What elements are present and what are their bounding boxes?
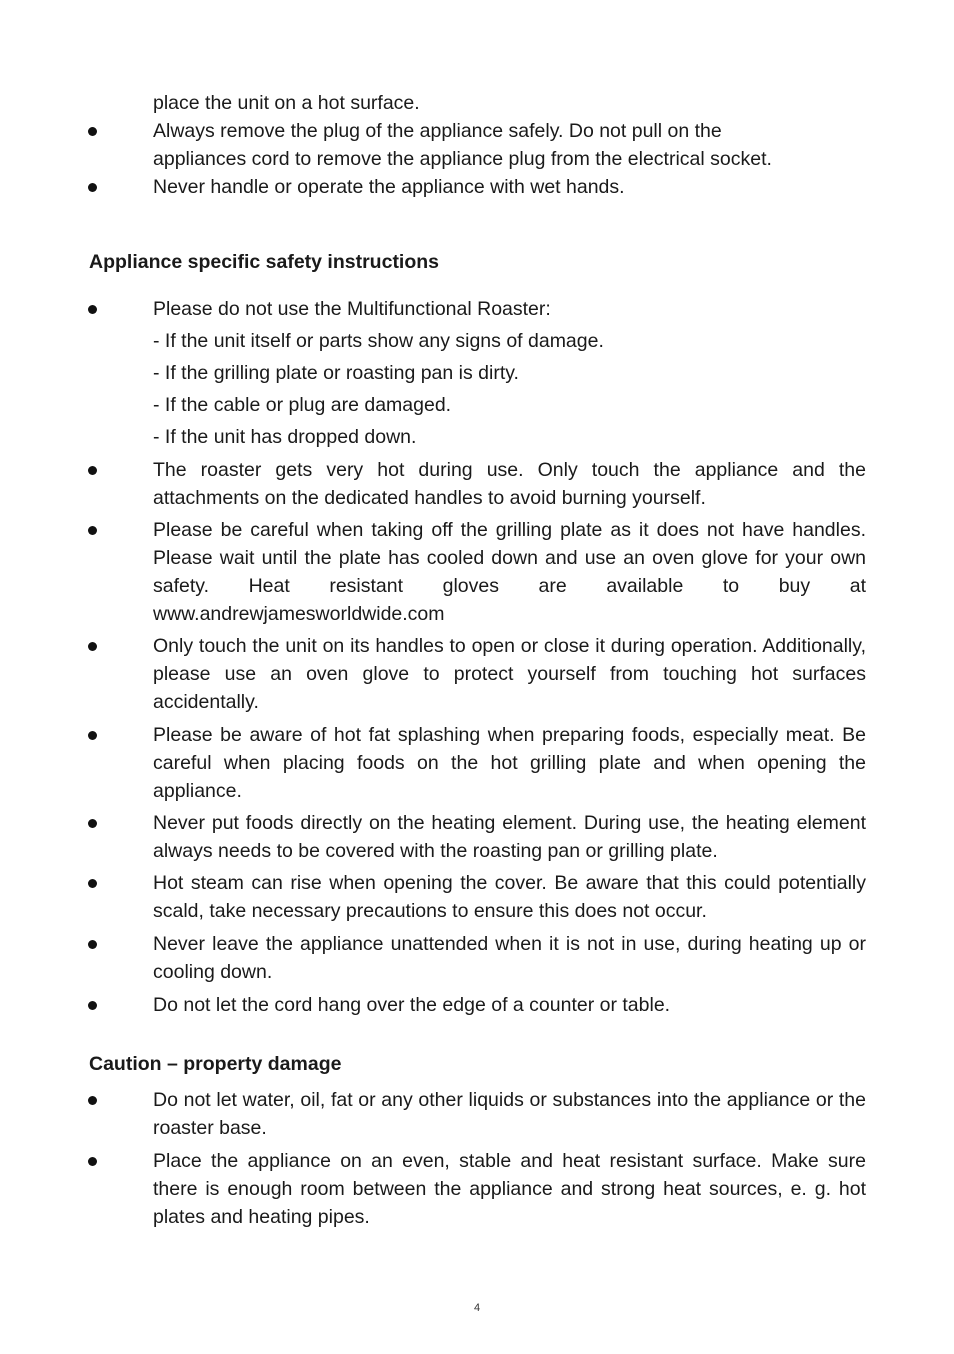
section-heading: Caution – property damage xyxy=(89,1053,342,1075)
sub-item: - If the unit itself or parts show any signs of damage. xyxy=(153,330,604,352)
list-item-text: The roaster gets very hot during use. Only touch the appliance and the attachments on the dedicated handles to avoid burning yourself. xyxy=(153,459,866,509)
sub-item: - If the unit has dropped down. xyxy=(153,426,417,448)
list-item-text: Please do not use the Multifunctional Roaster: xyxy=(153,298,551,320)
list-item-text: Never put foods directly on the heating element. During use, the heating element always needs to be covered with the roasting pan or grilling plate. xyxy=(153,812,866,862)
list-item-text: Please be careful when taking off the grilling plate as it does not have handles. Please wait until the plate has cooled down and use an oven glove for your own safety. Heat resistant gloves are available to buy at www.andrewjamesworldwide.com xyxy=(153,519,866,625)
bullet-icon xyxy=(88,1157,100,1169)
bullet-icon xyxy=(88,127,100,139)
continuation-text: place the unit on a hot surface. xyxy=(153,92,420,114)
sub-item: - If the grilling plate or roasting pan is dirty. xyxy=(153,362,519,384)
bullet-icon xyxy=(88,642,100,654)
bullet-icon xyxy=(88,819,100,831)
bullet-icon xyxy=(88,183,100,195)
list-item-text xyxy=(153,117,866,173)
list-item-text: Do not let the cord hang over the edge of a counter or table. xyxy=(153,994,671,1016)
bullet-icon xyxy=(88,1096,100,1108)
list-item-text: Never handle or operate the appliance with wet hands. xyxy=(153,176,625,198)
page-number: 4 xyxy=(473,1302,481,1314)
bullet-icon xyxy=(88,466,100,478)
bullet-icon xyxy=(88,305,100,317)
list-item-text: Please be aware of hot fat splashing when preparing foods, especially meat. Be careful when placing foods on the hot grilling plate and when opening the appliance. xyxy=(153,724,866,802)
bullet-icon xyxy=(88,879,100,891)
list-item-text: Only touch the unit on its handles to open or close it during operation. Additionally, please use an oven glove to protect yourself from touching hot surfaces accidentally. xyxy=(153,635,866,713)
bullet-icon xyxy=(88,526,100,538)
section-heading: Appliance specific safety instructions xyxy=(89,251,440,273)
list-item-line: appliances cord to remove the appliance plug from the electrical socket. xyxy=(153,148,772,170)
list-item-text: Never leave the appliance unattended when it is not in use, during heating up or cooling down. xyxy=(153,933,866,983)
bullet-icon xyxy=(88,1001,100,1013)
list-item-text: Do not let water, oil, fat or any other liquids or substances into the appliance or the roaster base. xyxy=(153,1089,866,1139)
list-item-text: Place the appliance on an even, stable and heat resistant surface. Make sure there is enough room between the appliance and strong heat sources, e. g. hot plates and heating pipes. xyxy=(153,1150,866,1228)
list-item-line: Always remove the plug of the appliance safely. Do not pull on the xyxy=(153,120,722,142)
bullet-icon xyxy=(88,940,100,952)
sub-item: - If the cable or plug are damaged. xyxy=(153,394,452,416)
list-item-text: Hot steam can rise when opening the cover. Be aware that this could potentially scald, take necessary precautions to ensure this does not occur. xyxy=(153,872,866,922)
bullet-icon xyxy=(88,731,100,743)
